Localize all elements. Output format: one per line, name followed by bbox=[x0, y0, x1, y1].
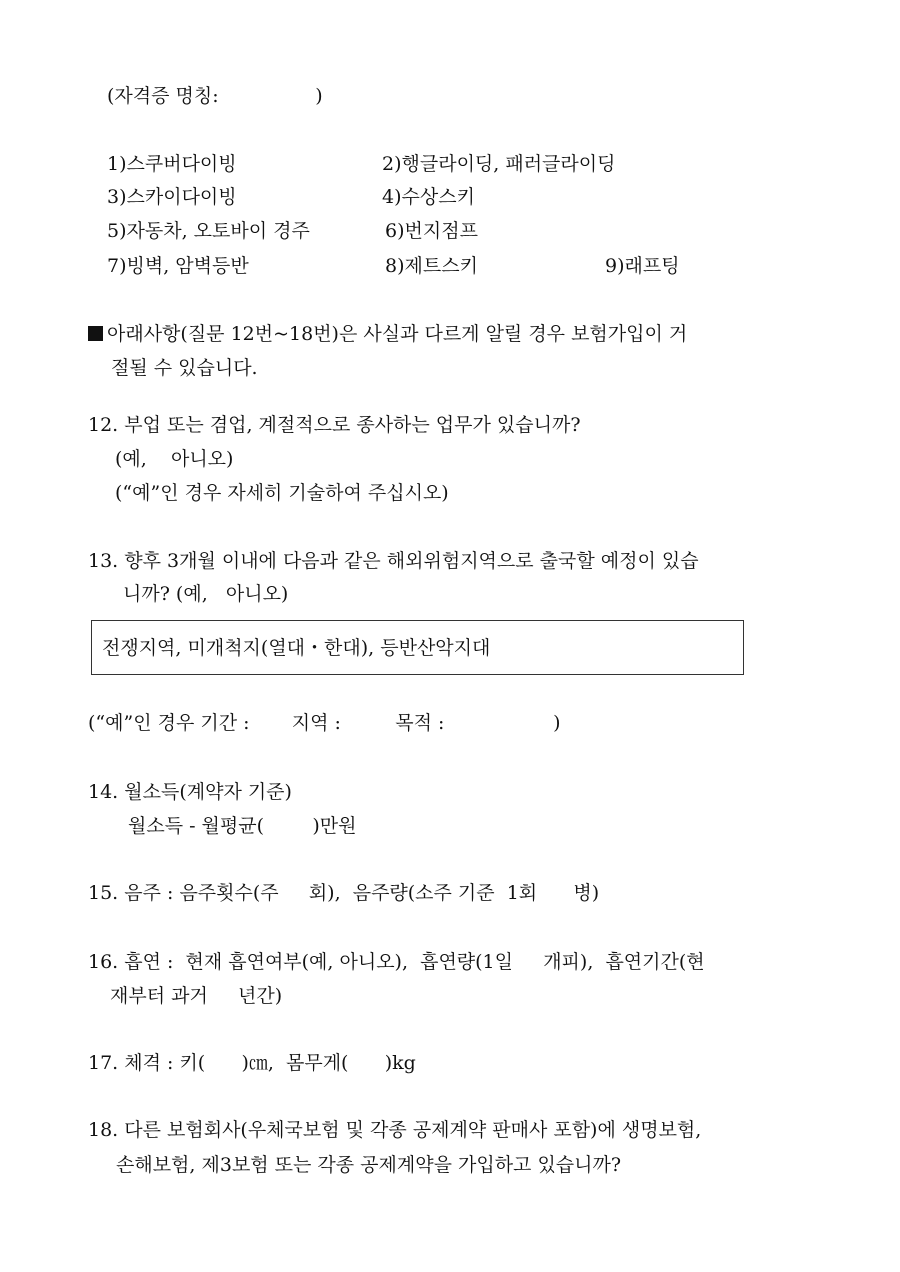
activity-item: 8)제트스키 bbox=[385, 255, 478, 277]
activity-item: 9)래프팅 bbox=[605, 255, 680, 277]
question-17: 17. 체격 : 키( )㎝, 몸무게( )kg bbox=[88, 1052, 416, 1074]
question-title-cont: 니까? (예, 아니오) bbox=[123, 583, 289, 605]
license-name-line: (자격증 명칭: ) bbox=[107, 85, 323, 107]
question-15: 15. 음주 : 음주횟수(주 회), 음주량(소주 기준 1회 병) bbox=[88, 882, 600, 904]
activity-item: 2)행글라이딩, 패러글라이딩 bbox=[382, 153, 616, 175]
risk-region-box bbox=[91, 620, 744, 675]
notice-text-cont: 절될 수 있습니다. bbox=[111, 357, 258, 379]
answer-detail: 월소득 - 월평균( )만원 bbox=[128, 815, 357, 837]
risk-region-text: 전쟁지역, 미개척지(열대・한대), 등반산악지대 bbox=[102, 637, 491, 659]
answer-detail: (“예”인 경우 기간 : 지역 : 목적 : ) bbox=[88, 712, 561, 734]
activity-item: 7)빙벽, 암벽등반 bbox=[107, 255, 249, 277]
question-title: 16. 흡연 : 현재 흡연여부(예, 아니오), 흡연량(1일 개피), 흡연기간(현 bbox=[88, 951, 705, 973]
black-square-icon bbox=[88, 326, 103, 341]
question-title-cont: 손해보험, 제3보험 또는 각종 공제계약을 가입하고 있습니까? bbox=[116, 1154, 622, 1176]
question-title: 14. 월소득(계약자 기준) bbox=[88, 781, 292, 803]
activity-item: 1)스쿠버다이빙 bbox=[107, 153, 237, 175]
question-title: 13. 향후 3개월 이내에 다음과 같은 해외위험지역으로 출국할 예정이 있습 bbox=[88, 550, 699, 572]
question-title-cont: 재부터 과거 년간) bbox=[110, 985, 283, 1007]
activity-item: 5)자동차, 오토바이 경주 bbox=[107, 220, 310, 242]
activity-item: 6)번지점프 bbox=[385, 220, 478, 242]
answer-detail: (“예”인 경우 자세히 기술하여 주십시오) bbox=[115, 482, 449, 504]
answer-options: (예, 아니오) bbox=[115, 448, 234, 470]
question-title: 12. 부업 또는 겸업, 계절적으로 종사하는 업무가 있습니까? bbox=[88, 414, 581, 436]
activity-item: 4)수상스키 bbox=[382, 186, 475, 208]
notice-text: 아래사항(질문 12번~18번)은 사실과 다르게 알릴 경우 보험가입이 거 bbox=[107, 323, 688, 345]
question-title: 18. 다른 보험회사(우체국보험 및 각종 공제계약 판매사 포함)에 생명보험, bbox=[88, 1119, 702, 1141]
activity-item: 3)스카이다이빙 bbox=[107, 186, 237, 208]
